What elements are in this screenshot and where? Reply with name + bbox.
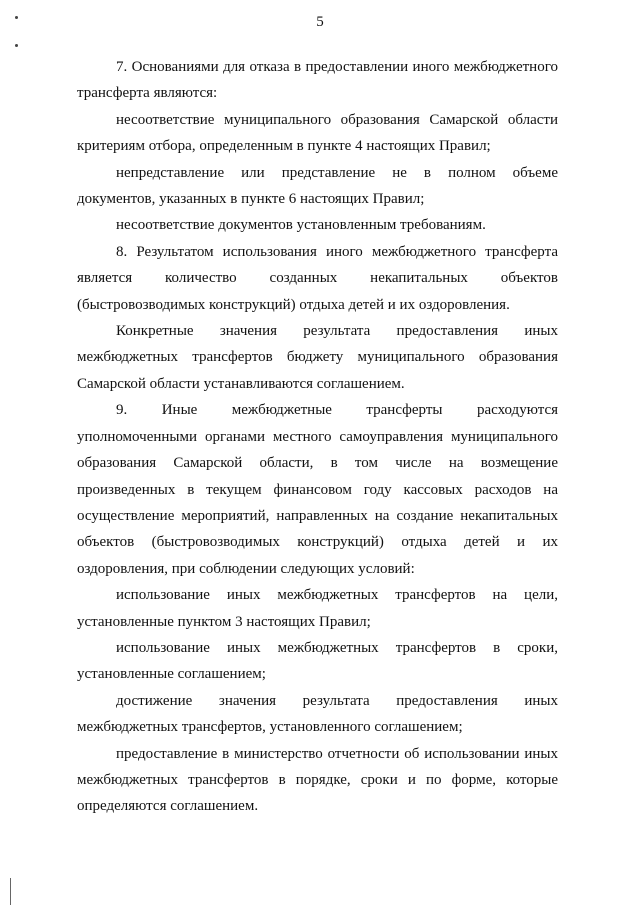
document-body [77, 54, 558, 820]
paragraph-9-condition-4: предоставление в министерство отчетности об использовании иных межбюджетных трансфертов в порядке, сроки и по форме, которые определяются соглашением. [77, 745, 558, 815]
scan-speck [15, 44, 18, 47]
paragraph-9-condition-3: достижение значения результата предоставления иных межбюджетных трансфертов, установленного соглашением; [77, 692, 558, 736]
margin-line [10, 878, 11, 905]
paragraph-8-result-values: Конкретные значения результата предоставления иных межбюджетных трансфертов бюджету муниципального образования Самарской области устанавливаются соглашением. [77, 323, 558, 392]
paragraph-7-item-2: непредставление или представление не в полном объеме документов, указанных в пункте 6 настоящих Правил; [77, 164, 558, 208]
paragraph-9: 9. Иные межбюджетные трансферты расходуются уполномоченными органами местного самоуправления муниципального образования Самарской области, в том числе на возмещение произведенных в текущем финансовом году кассовых расходов на осуществление мероприятий, направленных на создание некапитальных объектов (быстровозводимых конструкций) отдыха детей и их оздоровления, при соблюдении следующих условий: [77, 402, 558, 577]
paragraph-9-condition-2: использование иных межбюджетных трансфертов в сроки, установленные соглашением; [77, 639, 558, 683]
paragraph-7-item-3: несоответствие документов установленным требованиям. [116, 217, 486, 234]
paragraph-7-item-1: несоответствие муниципального образования Самарской области критериям отбора, определенным в пункте 4 настоящих Правил; [77, 111, 558, 155]
paragraph-9-condition-1: использование иных межбюджетных трансфертов на цели, установленные пунктом 3 настоящих Правил; [77, 587, 558, 630]
paragraph-7: 7. Основаниями для отказа в предоставлении иного межбюджетного трансферта являются: [77, 59, 558, 102]
paragraph-8: 8. Результатом использования иного межбюджетного трансферта является количество созданных некапитальных объектов (быстровозводимых конструкций) отдыха детей и их оздоровления. [77, 243, 558, 313]
page-number: 5 [316, 14, 324, 30]
